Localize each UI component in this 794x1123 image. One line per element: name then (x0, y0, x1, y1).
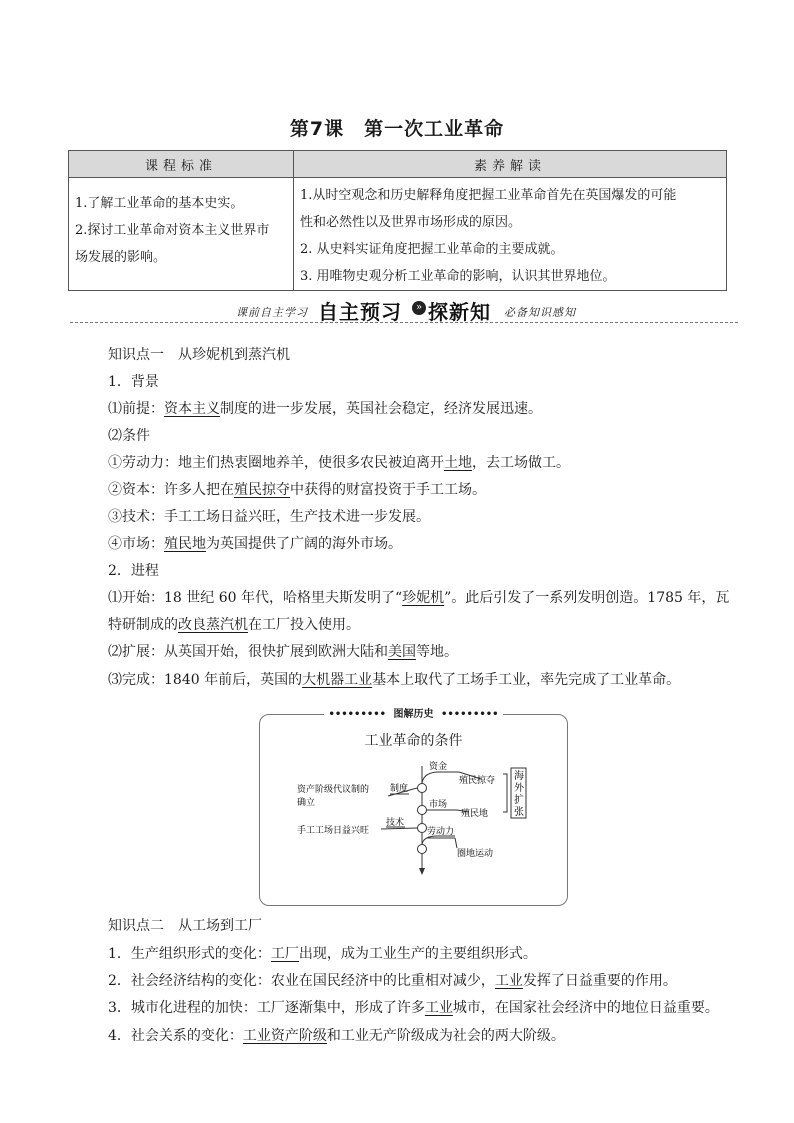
blank-answer: 大机器工业 (302, 672, 373, 688)
spine-arrow-icon (419, 868, 425, 875)
blank-answer: 珍妮机 (402, 590, 445, 606)
conditions-diagram (259, 708, 568, 906)
blank-answer: 工业资产阶级 (242, 1028, 327, 1044)
process-expand: ⑵扩展：从英国开始，很快扩展到欧洲大陆和美国等地。 (108, 644, 458, 660)
diagram-tab-label: 图解历史 (390, 709, 438, 720)
page-title: 第7课 第一次工业革命 (289, 118, 505, 140)
condition-labor: ①劳动力：地主们热衷圈地养羊，使很多农民被迫离开土地，去工场做工。 (108, 455, 570, 471)
banner-right-caption: 必备知识感知 (504, 306, 576, 319)
literacy-line: 1.从时空观念和历史解释角度把握工业革命首先在英国爆发的可能 (300, 188, 677, 203)
blank-answer: 殖民掠夺 (234, 482, 290, 498)
source-colony: 殖民地 (461, 809, 489, 819)
node-tech: 技术 (386, 818, 405, 828)
banner-title-preview: 自主预习 (318, 300, 402, 324)
condition-market: ④市场：殖民地为英国提供了广阔的海外市场。 (108, 536, 402, 552)
node-dot (418, 845, 427, 854)
node-capital: 资金 (429, 762, 448, 772)
change-social-relations: 4．社会关系的变化：工业资产阶级和工业无产阶级成为社会的两大阶级。 (108, 1028, 565, 1044)
change-economic-structure: 2．社会经济结构的变化：农业在国民经济中的比重相对减少，工业发挥了日益重要的作用。 (108, 973, 677, 989)
header-literacy-reading: 素养解读 (294, 151, 727, 178)
node-dot (418, 784, 427, 793)
process-start-line2: 特研制成的改良蒸汽机在工厂投入使用。 (108, 617, 360, 633)
diagram-svg (259, 708, 568, 906)
cause-representative-system: 资产阶级代议制的 (297, 785, 370, 795)
blank-answer: 资本主义 (164, 401, 220, 417)
standard-line: 1.了解工业革命的基本史实。 (75, 196, 244, 211)
blank-answer: 工业 (424, 1000, 453, 1016)
table-header-row (69, 151, 727, 178)
process-heading: 2．进程 (108, 563, 159, 579)
expansion-char: 扩 (514, 795, 524, 806)
literacy-reading-cell (294, 178, 727, 291)
node-dot (418, 824, 427, 833)
condition-technology: ③技术：手工工场日益兴旺，生产技术进一步发展。 (108, 509, 430, 525)
course-standard-cell (69, 178, 294, 291)
standard-line: 场发展的影响。 (75, 250, 167, 265)
source-colonial-plunder: 殖民掠夺 (459, 776, 496, 786)
blank-answer: 工厂 (270, 946, 299, 962)
cause-workshops: 手工工场日益兴旺 (297, 826, 370, 836)
table-body-row (69, 178, 727, 291)
cause-representative-system-line2: 确立 (297, 798, 316, 808)
banner-arrow-icon: » (412, 301, 426, 315)
blank-answer: 工业 (494, 973, 523, 989)
header-course-standard: 课程标准 (69, 151, 294, 178)
diagram-tab: ••••••••• 图解历史 ••••••••• (259, 705, 568, 720)
blank-answer: 土地 (444, 455, 472, 471)
premise-line: ⑴前提：资本主义制度的进一步发展，英国社会稳定，经济发展迅速。 (108, 401, 542, 417)
expansion-char: 海 (514, 771, 524, 782)
node-labor: 劳动力 (427, 827, 455, 837)
banner-divider (70, 322, 738, 323)
node-market: 市场 (429, 800, 448, 810)
section-banner (70, 296, 738, 324)
blank-answer: 美国 (388, 644, 416, 660)
process-start-line1: ⑴开始：18 世纪 60 年代，哈格里夫斯发明了“珍妮机”。此后引发了一系列发明创造。1785 年，瓦 (108, 590, 730, 606)
process-complete: ⑶完成：1840 年前后，英国的大机器工业基本上取代了工场手工业，率先完成了工业革命。 (108, 672, 681, 688)
expansion-char: 外 (514, 783, 524, 794)
blank-answer: 改良蒸汽机 (178, 617, 248, 633)
section2-title: 知识点二 从工场到工厂 (108, 918, 262, 934)
banner-left-caption: 课前自主学习 (236, 306, 308, 319)
diagram-title: 工业革命的条件 (364, 733, 463, 749)
section1-title: 知识点一 从珍妮机到蒸汽机 (108, 347, 290, 363)
standard-line: 2.探讨工业革命对资本主义世界市 (75, 223, 270, 238)
condition-capital: ②资本：许多人把在殖民掠夺中获得的财富投资于手工工场。 (108, 482, 486, 498)
source-enclosure: 圈地运动 (457, 849, 494, 859)
change-organization: 1．生产组织形式的变化：工厂出现，成为工业生产的主要组织形式。 (108, 946, 537, 962)
background-heading: 1．背景 (108, 374, 159, 390)
banner-title-explore: 探新知 (428, 300, 491, 324)
standards-table (68, 150, 727, 291)
expansion-char: 张 (514, 807, 524, 818)
node-system: 制度 (390, 784, 409, 794)
literacy-line: 2. 从史料实证角度把握工业革命的主要成就。 (300, 242, 564, 257)
literacy-line: 3. 用唯物史观分析工业革命的影响，认识其世界地位。 (300, 269, 616, 284)
change-urbanization: 3．城市化进程的加快：工厂逐渐集中，形成了许多工业城市，在国家社会经济中的地位日益重要。 (108, 1000, 719, 1016)
expansion-bracket (503, 774, 507, 812)
node-dot (418, 806, 427, 815)
literacy-line: 性和必然性以及世界市场形成的原因。 (300, 215, 522, 230)
blank-answer: 殖民地 (164, 536, 206, 552)
conditions-heading: ⑵条件 (108, 428, 150, 444)
